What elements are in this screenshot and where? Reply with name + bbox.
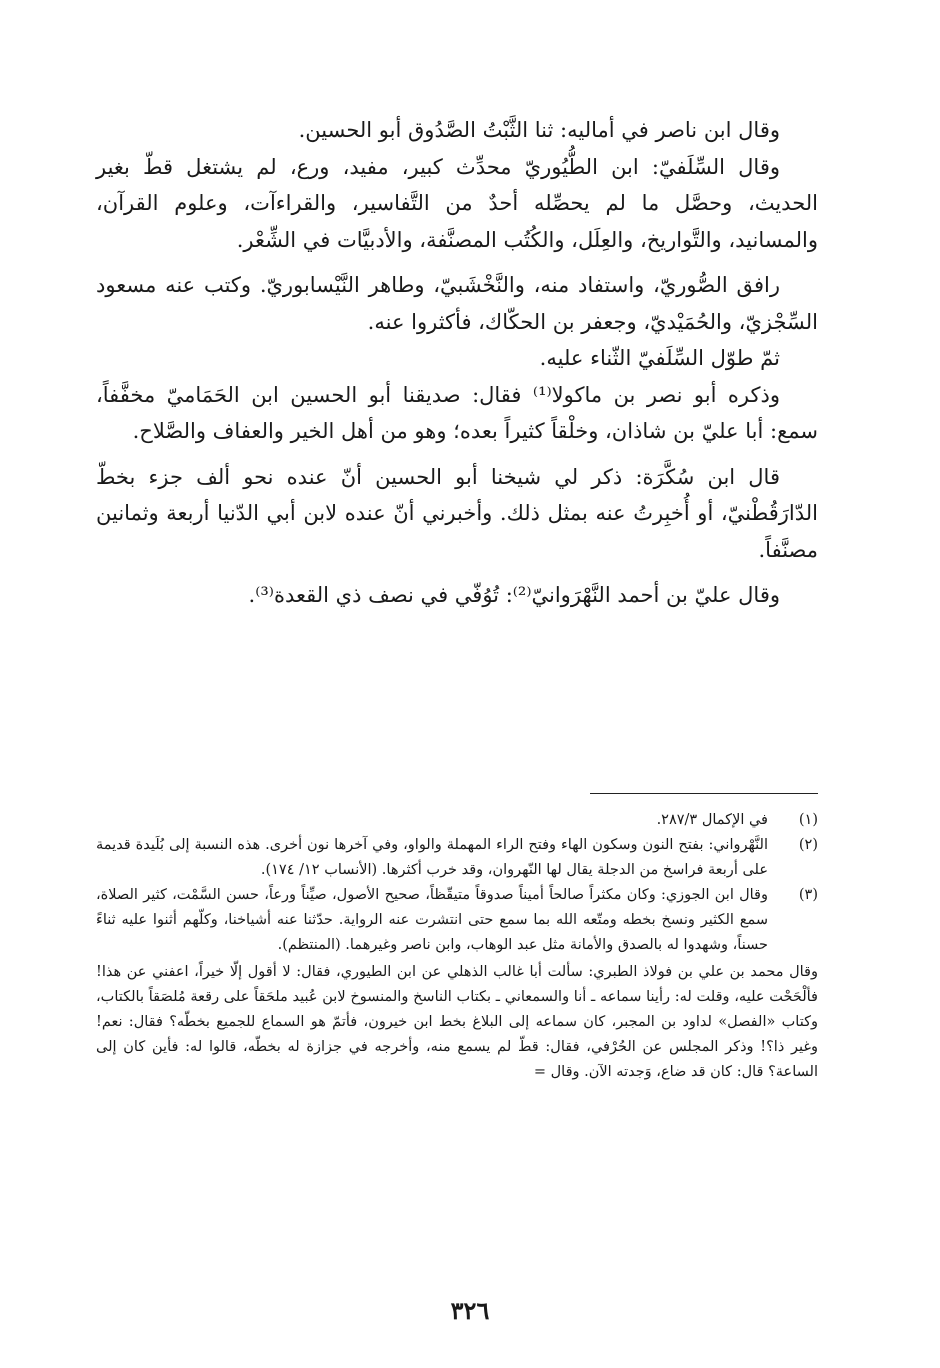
footnote <box>96 883 818 958</box>
paragraph: وذكره أبو نصر بن ماكولا⁽¹⁾ فقال: صديقنا أبو الحسين ابن الحَمَاميّ مخفَّفاً، سمع: أبا عليّ بن شاذان، وخلْقاً كثيراً بعده؛ وهو من أهل الخير والعفاف والصَّلاح. <box>96 382 818 443</box>
paragraph: قال ابن سُكَّرَة: ذكر لي شيخنا أبو الحسين أنّ عنده نحو ألف جزء بخطّ الدّارَقُطْنيّ، أو أُخبِرتُ عنه بمثل ذلك. وأخبرني أنّ عنده لابن أبي الدّنيا أربعة وثمانين مصنَّفاً. <box>96 464 818 562</box>
footnote-number: (٢) <box>798 837 818 853</box>
paragraph: وقال ابن ناصر في أماليه: ثنا الثَّبْتُ الصَّدُوق أبو الحسين. <box>298 118 780 142</box>
page-number: ٣٢٦ <box>450 1296 490 1325</box>
footnote-text: في الإكمال ٢٨٧/٣. <box>656 812 768 828</box>
footnote-continuation: وقال محمد بن علي بن فولاذ الطبري: سألت أبا غالب الذهلي عن ابن الطيوري، فقال: لا أقول إلّا خيراً، اعفني عن هذا! فألْحَحْت عليه، وقلت له: رأينا سماعه ـ أنا والسمعاني ـ بكتاب الناسخ والمنسوخ لابن عُبيد ملحَقاً على رقعة مُلصَقاً بالكتاب، وكتاب «الفصل» لداود بن المجبر، كان سماعه إلى البلاغ بخط ابن خيرون، فأتمّ هو السماع للجميع بخطّه؟ فقال: نعم! وغير ذا؟! وذكر المجلس عن الحُرْفي، فقال: قطّ لم يسمع منه، وأخرجه في جزازة له بخطّه، قالوا له: فأين كان إلى الساعة؟ قال: كان قد ضاع، وَجدته الآن. وقال = <box>96 964 818 1080</box>
footnote <box>96 808 818 833</box>
footnote-text: وقال ابن الجوزي: وكان مكثراً صالحاً أميناً صدوقاً متيقّظاً، صحيح الأصول، صيِّناً ورعاً، حسن السَّمْت، كثير الصلاة، سمع الكثير ونسخ بخطه ومتّعه الله بما سمع حتى انتشرت عنه الرواية. حدّثنا عنه أشياخنا، وكلّهم أثنوا عليه ثناءً حسناً، وشهدوا له بالصدق والأمانة مثل عبد الوهاب، وابن ناصر وغيرهما. (المنتظم). <box>96 887 768 953</box>
footnote-number: (١) <box>798 812 818 828</box>
footnote <box>96 833 818 883</box>
footnote-separator <box>590 793 818 794</box>
main-text <box>96 112 818 614</box>
paragraph: وقال السِّلَفيّ: ابن الطُّيُوريّ محدِّث كبير، مفيد، ورع، لم يشتغل قطّ بغير الحديث، وحصَّل ما لم يحصِّله أحدٌ من التَّفاسير، والقراءآت، وعلوم القرآن، والمسانيد، والتَّواريخ، والعِلَل، والكُتُب المصنَّفة، والأدبيَّات في الشِّعْر. <box>96 154 818 252</box>
footnote-number: (٣) <box>798 887 818 903</box>
footnote-text: النَّهْرواني: بفتح النون وسكون الهاء وفتح الراء المهملة والواو، وفي آخرها نون أخرى. هذه النسبة إلى بُلَيدة قديمة على أربعة فراسخ من الدجلة يقال لها النّهروان، وقد خرب أكثرها. (الأنساب ١٢/ ١٧٤). <box>96 837 768 878</box>
paragraph: ثمّ طوّل السِّلَفيّ الثّناء عليه. <box>539 346 780 370</box>
footnotes <box>96 808 818 1085</box>
paragraph: وقال عليّ بن أحمد النَّهْرَوانيّ⁽²⁾: تُوُفّي في نصف ذي القعدة⁽³⁾. <box>248 583 780 607</box>
paragraph: رافق الصُّوريّ، واستفاد منه، والنَّخْشَبيّ، وطاهر النَّيْسابوريّ. وكتب عنه مسعود السِّجْزيّ، والحُمَيْديّ، وجعفر بن الحكّاك، فأكثروا عنه. <box>96 273 818 334</box>
